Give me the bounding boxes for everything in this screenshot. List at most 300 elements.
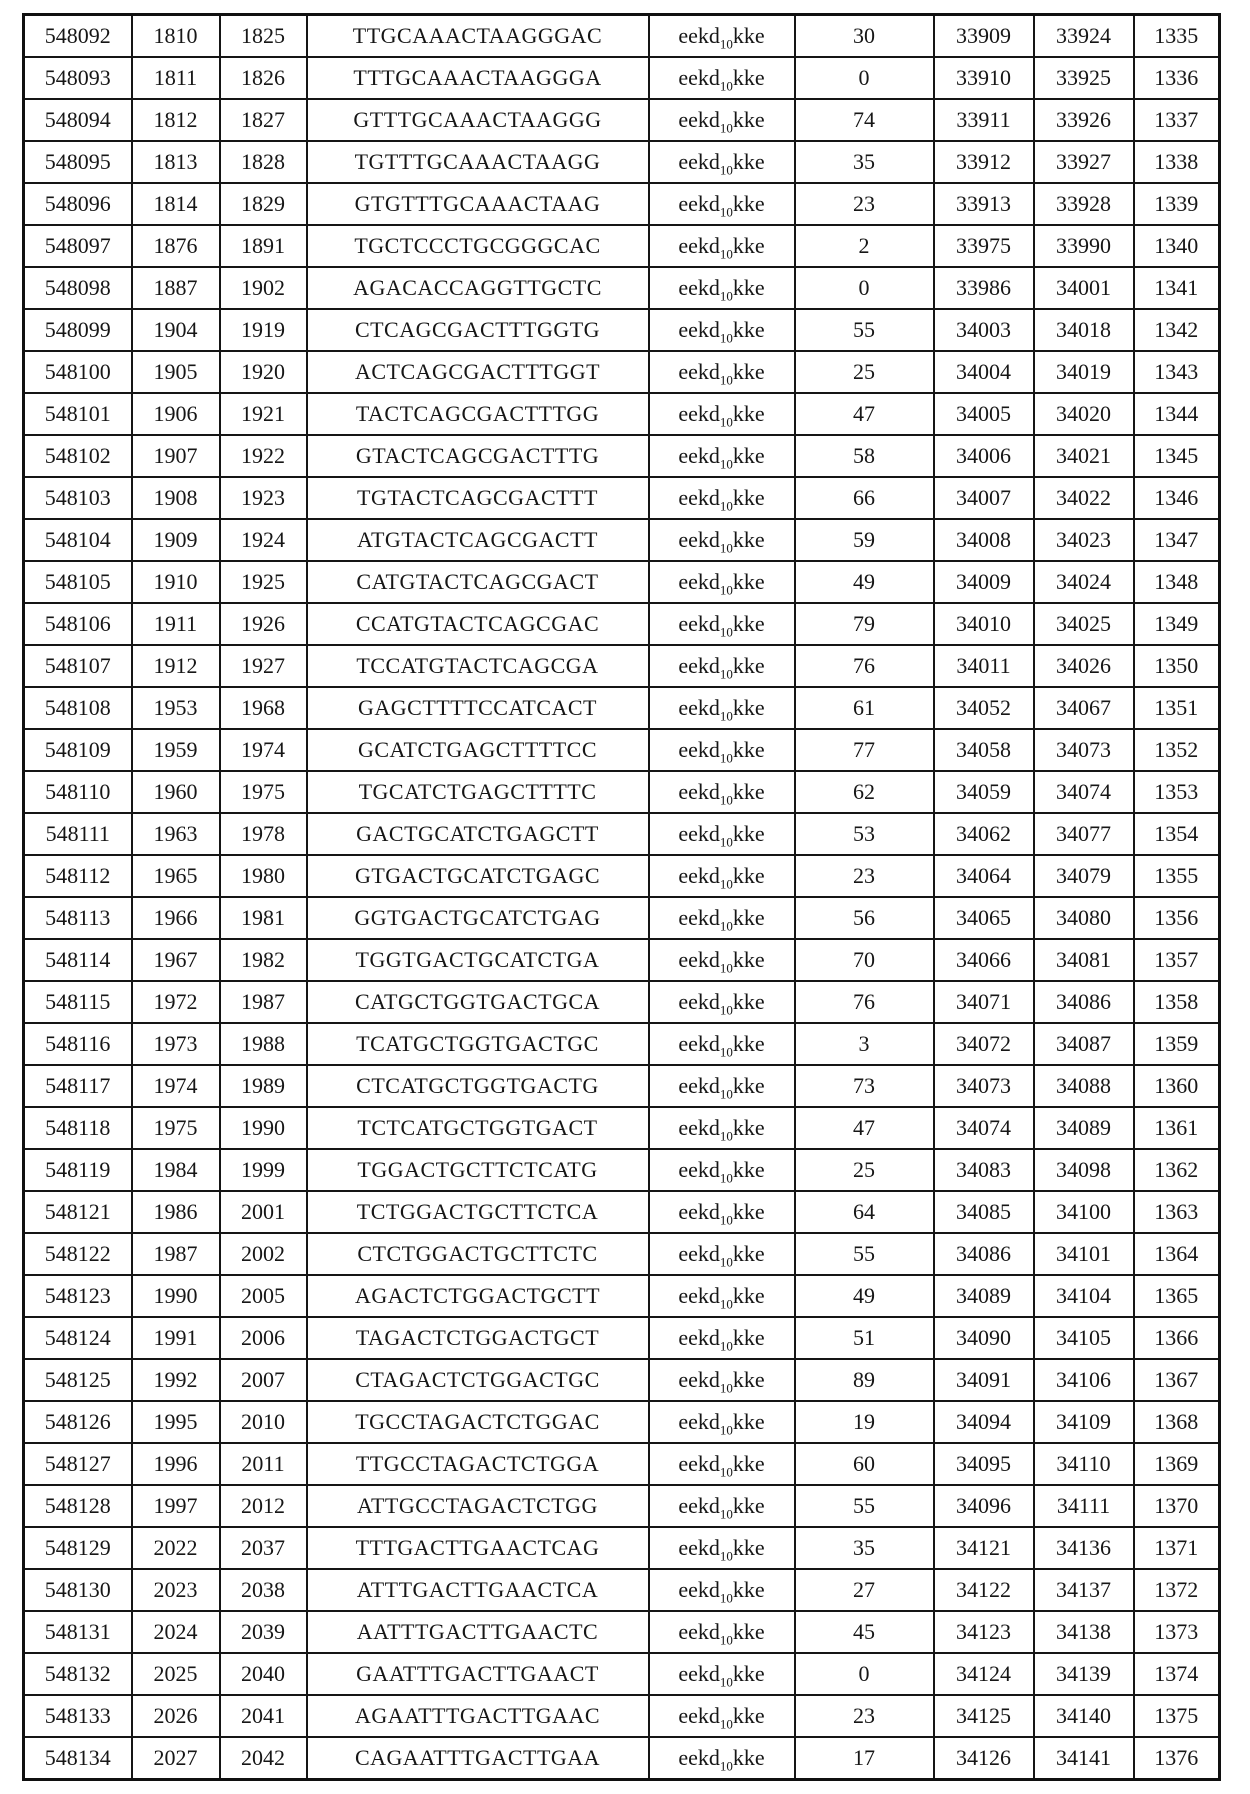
cell-score: 61 — [795, 687, 934, 729]
cell-start: 1966 — [132, 897, 220, 939]
cell-score: 70 — [795, 939, 934, 981]
cell-label: eekd$_{10}$kke — [649, 813, 795, 855]
cell-pos-end: 34087 — [1034, 1023, 1134, 1065]
cell-sequence: TGCCTAGACTCTGGAC — [307, 1401, 649, 1443]
cell-seq-no: 1363 — [1134, 1191, 1220, 1233]
cell-pos-start: 34091 — [934, 1359, 1034, 1401]
cell-seq-no: 1367 — [1134, 1359, 1220, 1401]
cell-record-id: 548111 — [24, 813, 132, 855]
cell-seq-no: 1335 — [1134, 15, 1220, 58]
cell-start: 1975 — [132, 1107, 220, 1149]
cell-pos-start: 34008 — [934, 519, 1034, 561]
cell-pos-end: 34018 — [1034, 309, 1134, 351]
cell-pos-start: 34073 — [934, 1065, 1034, 1107]
cell-sequence: TTGCAAACTAAGGGAC — [307, 15, 649, 58]
cell-sequence: TTTGCAAACTAAGGGA — [307, 57, 649, 99]
cell-sequence: ATGTACTCAGCGACTT — [307, 519, 649, 561]
cell-score: 0 — [795, 1653, 934, 1695]
cell-start: 2027 — [132, 1737, 220, 1780]
table-row — [24, 729, 1220, 771]
cell-seq-no: 1344 — [1134, 393, 1220, 435]
cell-pos-end: 34080 — [1034, 897, 1134, 939]
cell-label: eekd$_{10}$kke — [649, 729, 795, 771]
cell-label: eekd$_{10}$kke — [649, 1485, 795, 1527]
cell-end: 2007 — [220, 1359, 307, 1401]
cell-seq-no: 1355 — [1134, 855, 1220, 897]
cell-label: eekd$_{10}$kke — [649, 351, 795, 393]
cell-start: 2025 — [132, 1653, 220, 1695]
cell-pos-start: 34065 — [934, 897, 1034, 939]
cell-sequence: AGAATTTGACTTGAAC — [307, 1695, 649, 1737]
cell-end: 1925 — [220, 561, 307, 603]
table-row — [24, 183, 1220, 225]
cell-record-id: 548122 — [24, 1233, 132, 1275]
cell-label: eekd$_{10}$kke — [649, 1191, 795, 1233]
cell-seq-no: 1340 — [1134, 225, 1220, 267]
cell-pos-end: 33925 — [1034, 57, 1134, 99]
cell-end: 1968 — [220, 687, 307, 729]
cell-label: eekd$_{10}$kke — [649, 435, 795, 477]
table-row — [24, 351, 1220, 393]
cell-sequence: CTCTGGACTGCTTCTC — [307, 1233, 649, 1275]
cell-start: 1987 — [132, 1233, 220, 1275]
cell-end: 1922 — [220, 435, 307, 477]
cell-score: 25 — [795, 351, 934, 393]
cell-seq-no: 1358 — [1134, 981, 1220, 1023]
cell-sequence: GTGTTTGCAAACTAAG — [307, 183, 649, 225]
cell-pos-end: 34111 — [1034, 1485, 1134, 1527]
cell-score: 0 — [795, 267, 934, 309]
cell-end: 1826 — [220, 57, 307, 99]
cell-end: 1827 — [220, 99, 307, 141]
cell-end: 1990 — [220, 1107, 307, 1149]
table-row — [24, 1023, 1220, 1065]
cell-seq-no: 1343 — [1134, 351, 1220, 393]
cell-end: 1923 — [220, 477, 307, 519]
cell-label: eekd$_{10}$kke — [649, 99, 795, 141]
cell-start: 1960 — [132, 771, 220, 813]
cell-record-id: 548117 — [24, 1065, 132, 1107]
cell-sequence: TACTCAGCGACTTTGG — [307, 393, 649, 435]
cell-pos-start: 34071 — [934, 981, 1034, 1023]
cell-pos-end: 34110 — [1034, 1443, 1134, 1485]
cell-pos-end: 34074 — [1034, 771, 1134, 813]
cell-record-id: 548108 — [24, 687, 132, 729]
table-row — [24, 561, 1220, 603]
cell-label: eekd$_{10}$kke — [649, 561, 795, 603]
cell-start: 2026 — [132, 1695, 220, 1737]
cell-label: eekd$_{10}$kke — [649, 897, 795, 939]
cell-record-id: 548126 — [24, 1401, 132, 1443]
cell-label: eekd$_{10}$kke — [649, 981, 795, 1023]
cell-score: 49 — [795, 1275, 934, 1317]
cell-pos-end: 33927 — [1034, 141, 1134, 183]
table-row — [24, 1695, 1220, 1737]
table-row — [24, 813, 1220, 855]
cell-start: 1814 — [132, 183, 220, 225]
cell-end: 1920 — [220, 351, 307, 393]
cell-pos-end: 34139 — [1034, 1653, 1134, 1695]
cell-start: 1995 — [132, 1401, 220, 1443]
table-row — [24, 1737, 1220, 1780]
cell-record-id: 548101 — [24, 393, 132, 435]
table-row — [24, 1611, 1220, 1653]
cell-record-id: 548114 — [24, 939, 132, 981]
cell-score: 55 — [795, 309, 934, 351]
cell-start: 1911 — [132, 603, 220, 645]
cell-pos-start: 34089 — [934, 1275, 1034, 1317]
table-row — [24, 771, 1220, 813]
cell-sequence: GTTTGCAAACTAAGGG — [307, 99, 649, 141]
cell-record-id: 548130 — [24, 1569, 132, 1611]
cell-pos-start: 34006 — [934, 435, 1034, 477]
cell-sequence: CTCAGCGACTTTGGTG — [307, 309, 649, 351]
cell-seq-no: 1371 — [1134, 1527, 1220, 1569]
cell-start: 1810 — [132, 15, 220, 58]
cell-seq-no: 1368 — [1134, 1401, 1220, 1443]
cell-score: 76 — [795, 645, 934, 687]
cell-end: 2010 — [220, 1401, 307, 1443]
cell-seq-no: 1336 — [1134, 57, 1220, 99]
cell-pos-end: 33926 — [1034, 99, 1134, 141]
cell-start: 1959 — [132, 729, 220, 771]
table-row — [24, 1527, 1220, 1569]
cell-score: 47 — [795, 1107, 934, 1149]
cell-end: 1982 — [220, 939, 307, 981]
cell-record-id: 548105 — [24, 561, 132, 603]
cell-score: 27 — [795, 1569, 934, 1611]
table-row — [24, 687, 1220, 729]
cell-sequence: GCATCTGAGCTTTTCC — [307, 729, 649, 771]
cell-sequence: CTCATGCTGGTGACTG — [307, 1065, 649, 1107]
cell-seq-no: 1375 — [1134, 1695, 1220, 1737]
cell-start: 1965 — [132, 855, 220, 897]
cell-record-id: 548129 — [24, 1527, 132, 1569]
cell-end: 2041 — [220, 1695, 307, 1737]
cell-sequence: GTACTCAGCGACTTTG — [307, 435, 649, 477]
cell-score: 64 — [795, 1191, 934, 1233]
cell-pos-start: 33910 — [934, 57, 1034, 99]
table-row — [24, 141, 1220, 183]
cell-start: 1984 — [132, 1149, 220, 1191]
cell-seq-no: 1374 — [1134, 1653, 1220, 1695]
cell-pos-end: 33924 — [1034, 15, 1134, 58]
cell-record-id: 548099 — [24, 309, 132, 351]
cell-pos-end: 34025 — [1034, 603, 1134, 645]
cell-pos-start: 34094 — [934, 1401, 1034, 1443]
cell-score: 35 — [795, 1527, 934, 1569]
cell-pos-start: 34121 — [934, 1527, 1034, 1569]
cell-score: 2 — [795, 225, 934, 267]
cell-start: 1813 — [132, 141, 220, 183]
cell-start: 1972 — [132, 981, 220, 1023]
cell-pos-start: 34126 — [934, 1737, 1034, 1780]
cell-score: 51 — [795, 1317, 934, 1359]
cell-start: 1996 — [132, 1443, 220, 1485]
cell-score: 60 — [795, 1443, 934, 1485]
cell-start: 1910 — [132, 561, 220, 603]
cell-pos-end: 34104 — [1034, 1275, 1134, 1317]
cell-pos-start: 34064 — [934, 855, 1034, 897]
cell-pos-end: 34105 — [1034, 1317, 1134, 1359]
table-row — [24, 855, 1220, 897]
table-row — [24, 15, 1220, 58]
cell-end: 2011 — [220, 1443, 307, 1485]
cell-seq-no: 1365 — [1134, 1275, 1220, 1317]
cell-seq-no: 1360 — [1134, 1065, 1220, 1107]
cell-pos-start: 34005 — [934, 393, 1034, 435]
cell-end: 1988 — [220, 1023, 307, 1065]
cell-start: 1986 — [132, 1191, 220, 1233]
cell-label: eekd$_{10}$kke — [649, 603, 795, 645]
table-row — [24, 645, 1220, 687]
cell-sequence: TCTGGACTGCTTCTCA — [307, 1191, 649, 1233]
cell-label: eekd$_{10}$kke — [649, 267, 795, 309]
cell-pos-start: 33913 — [934, 183, 1034, 225]
cell-end: 2042 — [220, 1737, 307, 1780]
cell-seq-no: 1376 — [1134, 1737, 1220, 1780]
cell-pos-end: 34024 — [1034, 561, 1134, 603]
table-row — [24, 981, 1220, 1023]
table-row — [24, 225, 1220, 267]
cell-seq-no: 1361 — [1134, 1107, 1220, 1149]
cell-pos-start: 34095 — [934, 1443, 1034, 1485]
cell-pos-end: 34023 — [1034, 519, 1134, 561]
cell-label: eekd$_{10}$kke — [649, 1737, 795, 1780]
cell-pos-end: 34109 — [1034, 1401, 1134, 1443]
cell-pos-end: 34136 — [1034, 1527, 1134, 1569]
cell-pos-start: 33975 — [934, 225, 1034, 267]
sequence-table-body — [24, 15, 1220, 1780]
cell-pos-end: 34098 — [1034, 1149, 1134, 1191]
cell-pos-start: 34003 — [934, 309, 1034, 351]
cell-sequence: AATTTGACTTGAACTC — [307, 1611, 649, 1653]
cell-score: 45 — [795, 1611, 934, 1653]
cell-pos-start: 34058 — [934, 729, 1034, 771]
cell-end: 1924 — [220, 519, 307, 561]
cell-pos-end: 34106 — [1034, 1359, 1134, 1401]
cell-seq-no: 1341 — [1134, 267, 1220, 309]
cell-score: 19 — [795, 1401, 934, 1443]
table-row — [24, 309, 1220, 351]
cell-pos-end: 34021 — [1034, 435, 1134, 477]
cell-end: 1825 — [220, 15, 307, 58]
cell-start: 2023 — [132, 1569, 220, 1611]
table-row — [24, 1443, 1220, 1485]
table-row — [24, 897, 1220, 939]
cell-seq-no: 1346 — [1134, 477, 1220, 519]
cell-start: 1990 — [132, 1275, 220, 1317]
cell-pos-end: 34088 — [1034, 1065, 1134, 1107]
cell-sequence: GAATTTGACTTGAACT — [307, 1653, 649, 1695]
cell-pos-end: 34022 — [1034, 477, 1134, 519]
cell-label: eekd$_{10}$kke — [649, 1023, 795, 1065]
table-row — [24, 57, 1220, 99]
cell-score: 55 — [795, 1485, 934, 1527]
cell-pos-start: 34123 — [934, 1611, 1034, 1653]
cell-label: eekd$_{10}$kke — [649, 855, 795, 897]
cell-score: 30 — [795, 15, 934, 58]
cell-start: 1907 — [132, 435, 220, 477]
table-row — [24, 435, 1220, 477]
cell-score: 23 — [795, 1695, 934, 1737]
cell-end: 1981 — [220, 897, 307, 939]
cell-pos-start: 34066 — [934, 939, 1034, 981]
cell-pos-end: 34137 — [1034, 1569, 1134, 1611]
cell-record-id: 548093 — [24, 57, 132, 99]
cell-label: eekd$_{10}$kke — [649, 1359, 795, 1401]
cell-label: eekd$_{10}$kke — [649, 1065, 795, 1107]
cell-label: eekd$_{10}$kke — [649, 771, 795, 813]
cell-record-id: 548123 — [24, 1275, 132, 1317]
cell-pos-end: 34077 — [1034, 813, 1134, 855]
cell-seq-no: 1338 — [1134, 141, 1220, 183]
cell-end: 1891 — [220, 225, 307, 267]
cell-record-id: 548094 — [24, 99, 132, 141]
cell-record-id: 548115 — [24, 981, 132, 1023]
cell-seq-no: 1347 — [1134, 519, 1220, 561]
cell-record-id: 548095 — [24, 141, 132, 183]
cell-start: 1997 — [132, 1485, 220, 1527]
cell-seq-no: 1345 — [1134, 435, 1220, 477]
cell-score: 49 — [795, 561, 934, 603]
cell-record-id: 548098 — [24, 267, 132, 309]
cell-seq-no: 1359 — [1134, 1023, 1220, 1065]
cell-end: 1919 — [220, 309, 307, 351]
cell-sequence: GACTGCATCTGAGCTT — [307, 813, 649, 855]
cell-end: 1975 — [220, 771, 307, 813]
cell-seq-no: 1370 — [1134, 1485, 1220, 1527]
cell-score: 79 — [795, 603, 934, 645]
cell-score: 23 — [795, 183, 934, 225]
cell-record-id: 548109 — [24, 729, 132, 771]
cell-pos-end: 33928 — [1034, 183, 1134, 225]
cell-pos-start: 34052 — [934, 687, 1034, 729]
table-row — [24, 267, 1220, 309]
cell-score: 55 — [795, 1233, 934, 1275]
table-row — [24, 1191, 1220, 1233]
cell-score: 23 — [795, 855, 934, 897]
cell-label: eekd$_{10}$kke — [649, 645, 795, 687]
cell-pos-start: 34004 — [934, 351, 1034, 393]
table-row — [24, 393, 1220, 435]
cell-label: eekd$_{10}$kke — [649, 225, 795, 267]
cell-record-id: 548097 — [24, 225, 132, 267]
cell-pos-start: 34062 — [934, 813, 1034, 855]
cell-label: eekd$_{10}$kke — [649, 1233, 795, 1275]
cell-sequence: CCATGTACTCAGCGAC — [307, 603, 649, 645]
cell-sequence: TGTTTGCAAACTAAGG — [307, 141, 649, 183]
cell-start: 1973 — [132, 1023, 220, 1065]
cell-record-id: 548103 — [24, 477, 132, 519]
cell-score: 3 — [795, 1023, 934, 1065]
cell-record-id: 548121 — [24, 1191, 132, 1233]
cell-pos-start: 34007 — [934, 477, 1034, 519]
cell-label: eekd$_{10}$kke — [649, 57, 795, 99]
cell-label: eekd$_{10}$kke — [649, 1569, 795, 1611]
cell-label: eekd$_{10}$kke — [649, 15, 795, 58]
cell-label: eekd$_{10}$kke — [649, 1611, 795, 1653]
cell-pos-end: 34086 — [1034, 981, 1134, 1023]
cell-label: eekd$_{10}$kke — [649, 1149, 795, 1191]
sequence-listing-table — [22, 13, 1221, 1781]
cell-start: 1904 — [132, 309, 220, 351]
cell-start: 1812 — [132, 99, 220, 141]
table-row — [24, 519, 1220, 561]
cell-score: 25 — [795, 1149, 934, 1191]
cell-record-id: 548119 — [24, 1149, 132, 1191]
cell-end: 1978 — [220, 813, 307, 855]
cell-label: eekd$_{10}$kke — [649, 687, 795, 729]
cell-score: 77 — [795, 729, 934, 771]
cell-label: eekd$_{10}$kke — [649, 141, 795, 183]
cell-pos-end: 34026 — [1034, 645, 1134, 687]
cell-record-id: 548104 — [24, 519, 132, 561]
cell-pos-start: 34083 — [934, 1149, 1034, 1191]
cell-seq-no: 1350 — [1134, 645, 1220, 687]
cell-pos-start: 33911 — [934, 99, 1034, 141]
cell-score: 56 — [795, 897, 934, 939]
cell-pos-start: 33912 — [934, 141, 1034, 183]
cell-end: 1828 — [220, 141, 307, 183]
cell-start: 1967 — [132, 939, 220, 981]
cell-sequence: TCTCATGCTGGTGACT — [307, 1107, 649, 1149]
cell-pos-end: 34089 — [1034, 1107, 1134, 1149]
cell-pos-start: 33986 — [934, 267, 1034, 309]
cell-end: 1921 — [220, 393, 307, 435]
table-row — [24, 1149, 1220, 1191]
cell-pos-start: 34085 — [934, 1191, 1034, 1233]
cell-score: 58 — [795, 435, 934, 477]
cell-record-id: 548096 — [24, 183, 132, 225]
cell-record-id: 548106 — [24, 603, 132, 645]
cell-record-id: 548092 — [24, 15, 132, 58]
cell-pos-start: 34125 — [934, 1695, 1034, 1737]
cell-record-id: 548110 — [24, 771, 132, 813]
table-row — [24, 1653, 1220, 1695]
cell-start: 1953 — [132, 687, 220, 729]
cell-end: 1999 — [220, 1149, 307, 1191]
cell-score: 35 — [795, 141, 934, 183]
cell-end: 2002 — [220, 1233, 307, 1275]
cell-end: 2005 — [220, 1275, 307, 1317]
cell-pos-end: 34081 — [1034, 939, 1134, 981]
cell-pos-end: 34101 — [1034, 1233, 1134, 1275]
cell-start: 1887 — [132, 267, 220, 309]
cell-pos-end: 34079 — [1034, 855, 1134, 897]
cell-record-id: 548107 — [24, 645, 132, 687]
cell-label: eekd$_{10}$kke — [649, 1653, 795, 1695]
cell-record-id: 548134 — [24, 1737, 132, 1780]
cell-pos-start: 34072 — [934, 1023, 1034, 1065]
cell-seq-no: 1351 — [1134, 687, 1220, 729]
cell-score: 74 — [795, 99, 934, 141]
cell-seq-no: 1357 — [1134, 939, 1220, 981]
cell-end: 2006 — [220, 1317, 307, 1359]
table-row — [24, 1233, 1220, 1275]
cell-label: eekd$_{10}$kke — [649, 1695, 795, 1737]
cell-seq-no: 1339 — [1134, 183, 1220, 225]
cell-score: 73 — [795, 1065, 934, 1107]
cell-start: 1992 — [132, 1359, 220, 1401]
cell-end: 1987 — [220, 981, 307, 1023]
cell-sequence: TGGTGACTGCATCTGA — [307, 939, 649, 981]
cell-end: 1926 — [220, 603, 307, 645]
table-row — [24, 1107, 1220, 1149]
cell-pos-start: 34086 — [934, 1233, 1034, 1275]
cell-seq-no: 1342 — [1134, 309, 1220, 351]
cell-pos-end: 33990 — [1034, 225, 1134, 267]
